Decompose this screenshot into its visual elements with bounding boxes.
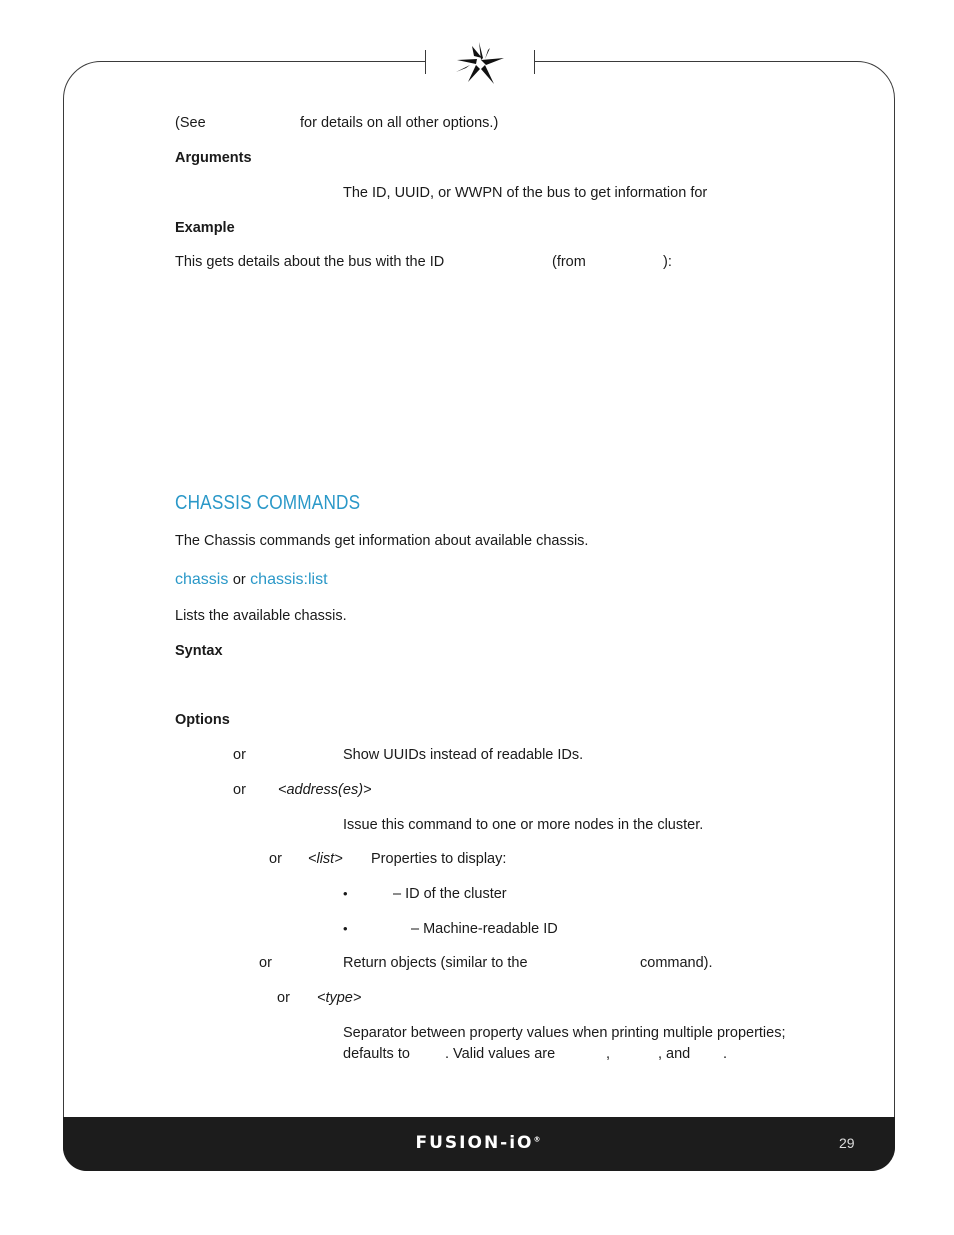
option-or-5: or (277, 990, 290, 1006)
page-footer (63, 1117, 895, 1171)
option-separator-period: . (723, 1046, 728, 1062)
footer-brand (63, 1133, 895, 1153)
option-list-param: <list> (308, 851, 343, 867)
option-objects-description-end: command). (640, 955, 713, 971)
list-bullet-2: – Machine-readable ID (411, 921, 558, 937)
option-separator-and: , and (658, 1046, 691, 1062)
option-separator-comma: , (606, 1046, 611, 1062)
option-uuid-description: Show UUIDs instead of readable IDs. (343, 747, 584, 763)
command-description: Lists the available chassis. (175, 608, 347, 624)
option-objects-description: Return objects (similar to the (343, 955, 528, 971)
example-text-close: ): (663, 254, 672, 270)
option-or-1: or (233, 747, 246, 763)
command-heading (175, 571, 328, 589)
list-bullet-1: – ID of the cluster (393, 886, 507, 902)
page-number: 29 (839, 1135, 855, 1151)
bullet-icon: • (343, 921, 348, 936)
header-tick-left (425, 50, 426, 74)
option-or-4: or (259, 955, 272, 971)
option-address-description: Issue this command to one or more nodes in the cluster. (343, 817, 704, 833)
option-separator-valid: . Valid values are (445, 1046, 556, 1062)
command-name: chassis (175, 571, 229, 588)
section-heading: CHASSIS COMMANDS (175, 492, 361, 514)
arguments-heading: Arguments (175, 150, 252, 166)
option-or-3: or (269, 851, 282, 867)
options-heading: Options (175, 712, 230, 728)
option-separator-default: defaults to (343, 1046, 410, 1062)
bullet-icon: • (343, 886, 348, 901)
option-or-2: or (233, 782, 246, 798)
command-or: or (232, 572, 246, 588)
option-separator-description: Separator between property values when printing multiple properties; (343, 1025, 786, 1041)
argument-description: The ID, UUID, or WWPN of the bus to get information for (343, 185, 708, 201)
example-text-from: (from (552, 254, 586, 270)
section-intro: The Chassis commands get information about available chassis. (175, 533, 589, 549)
syntax-heading: Syntax (175, 643, 223, 659)
command-alias: chassis:list (250, 571, 328, 588)
option-type-param: <type> (317, 990, 362, 1006)
see-prefix: (See (175, 115, 206, 131)
option-list-description: Properties to display: (371, 851, 507, 867)
see-suffix: for details on all other options.) (300, 115, 499, 131)
fusion-io-logo-icon (452, 38, 508, 88)
registered-icon: ® (533, 1135, 543, 1144)
example-text: This gets details about the bus with the ID (175, 254, 445, 270)
example-heading: Example (175, 220, 235, 236)
footer-brand-text: FUSION-iO (415, 1133, 534, 1153)
header-tick-right (534, 50, 535, 74)
option-address-param: <address(es)> (278, 782, 372, 798)
